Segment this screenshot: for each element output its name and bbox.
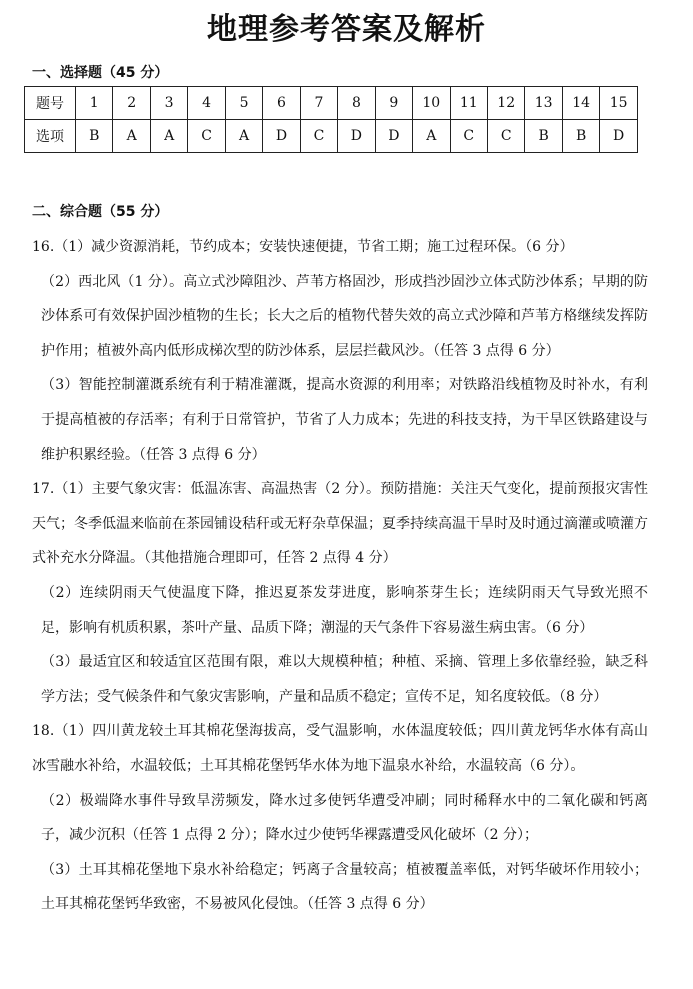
answer-cell: A <box>413 120 450 153</box>
section-heading-choice: 一、选择题（45 分） <box>32 65 169 81</box>
question-number: 12 <box>487 87 524 120</box>
answer-cell: B <box>562 120 599 153</box>
answer-cell: A <box>150 120 187 153</box>
question-number: 2 <box>113 87 150 120</box>
section-heading-comprehensive: 二、综合题（55 分） <box>32 204 169 220</box>
answer-cell: C <box>188 120 225 153</box>
answer-paragraph-18-1: 18.（1）四川黄龙较土耳其棉花堡海拔高，受气温影响，水体温度较低；四川黄龙钙华水体有高山冰雪融水补给，水温较低；土耳其棉花堡钙华水体为地下温泉水补给，水温较高（6 分）。 <box>32 723 648 774</box>
question-number: 8 <box>338 87 375 120</box>
answer-cell: A <box>113 120 150 153</box>
question-number: 4 <box>188 87 225 120</box>
question-number: 6 <box>263 87 300 120</box>
question-number: 7 <box>300 87 337 120</box>
answer-paragraph-18-2: （2）极端降水事件导致旱涝频发，降水过多使钙华遭受冲刷；同时稀释水中的二氧化碳和钙离子，减少沉积（任答 1 点得 2 分）；降水过少使钙华裸露遭受风化破坏（2 分）； <box>41 792 648 844</box>
answer-paragraph-17-3: （3）最适宜区和较适宜区范围有限，难以大规模种植；种植、采摘、管理上多依靠经验，缺乏科学方法；受气候条件和气象灾害影响，产量和品质不稳定；宣传不足，知名度较低。（8 分） <box>41 654 648 705</box>
answer-cell: D <box>600 120 638 153</box>
answer-paragraph-17-1: 17.（1）主要气象灾害：低温冻害、高温热害（2 分）。预防措施：关注天气变化，提前预报灾害性天气；冬季低温来临前在茶园铺设秸秆或无籽杂草保温；夏季持续高温干旱时及时通过滴灌或喷灌方式补充水分降温。（其他措施合理即可，任答 2 点得 4 分） <box>32 481 648 567</box>
question-number: 5 <box>225 87 262 120</box>
question-number: 3 <box>150 87 187 120</box>
answer-cell: B <box>76 120 113 153</box>
answer-body <box>32 230 648 922</box>
answer-paragraph-18-3: （3）土耳其棉花堡地下泉水补给稳定；钙离子含量较高；植被覆盖率低，对钙华破坏作用较小；土耳其棉花堡钙华致密，不易被风化侵蚀。（任答 3 点得 6 分） <box>41 861 648 913</box>
answer-cell: C <box>450 120 487 153</box>
page-title: 地理参考答案及解析 <box>207 12 486 47</box>
question-number: 15 <box>600 87 638 120</box>
table-row-answers <box>25 120 638 153</box>
question-number: 13 <box>525 87 562 120</box>
answer-cell: C <box>487 120 524 153</box>
question-number: 1 <box>76 87 113 120</box>
answer-paragraph-16-3: （3）智能控制灌溉系统有利于精准灌溉，提高水资源的利用率；对铁路沿线植物及时补水，有利于提高植被的存活率；有利于日常管护，节省了人力成本；先进的科技支持，为干旱区铁路建设与维护积累经验。（任答 3 点得 6 分） <box>41 377 648 463</box>
question-number: 11 <box>450 87 487 120</box>
question-number: 9 <box>375 87 412 120</box>
question-number: 10 <box>413 87 450 120</box>
answer-paragraph-16-1: 16.（1）减少资源消耗，节约成本；安装快速便捷，节省工期；施工过程环保。（6 分） <box>32 239 574 255</box>
answer-paragraph-16-2: （2）西北风（1 分）。高立式沙障阻沙、芦苇方格固沙，形成挡沙固沙立体式防沙体系；早期的防沙体系可有效保护固沙植物的生长；长大之后的植物代替失效的高立式沙障和芦苇方格继续发挥防护作用；植被外高内低形成梯次型的防沙体系，层层拦截风沙。（任答 3 点得 6 分） <box>41 273 648 359</box>
answer-cell: D <box>375 120 412 153</box>
row-label-number: 题号 <box>25 87 76 120</box>
answer-cell: D <box>338 120 375 153</box>
answer-paragraph-17-2: （2）连续阴雨天气使温度下降，推迟夏茶发芽进度，影响茶芽生长；连续阴雨天气导致光照不足，影响有机质积累，茶叶产量、品质下降；潮湿的天气条件下容易滋生病虫害。（6 分） <box>41 584 648 636</box>
answer-table <box>24 86 638 153</box>
answer-cell: B <box>525 120 562 153</box>
question-number: 14 <box>562 87 599 120</box>
answer-cell: C <box>300 120 337 153</box>
answer-cell: A <box>225 120 262 153</box>
row-label-answer: 选项 <box>25 120 76 153</box>
table-row-numbers <box>25 87 638 120</box>
answer-cell: D <box>263 120 300 153</box>
